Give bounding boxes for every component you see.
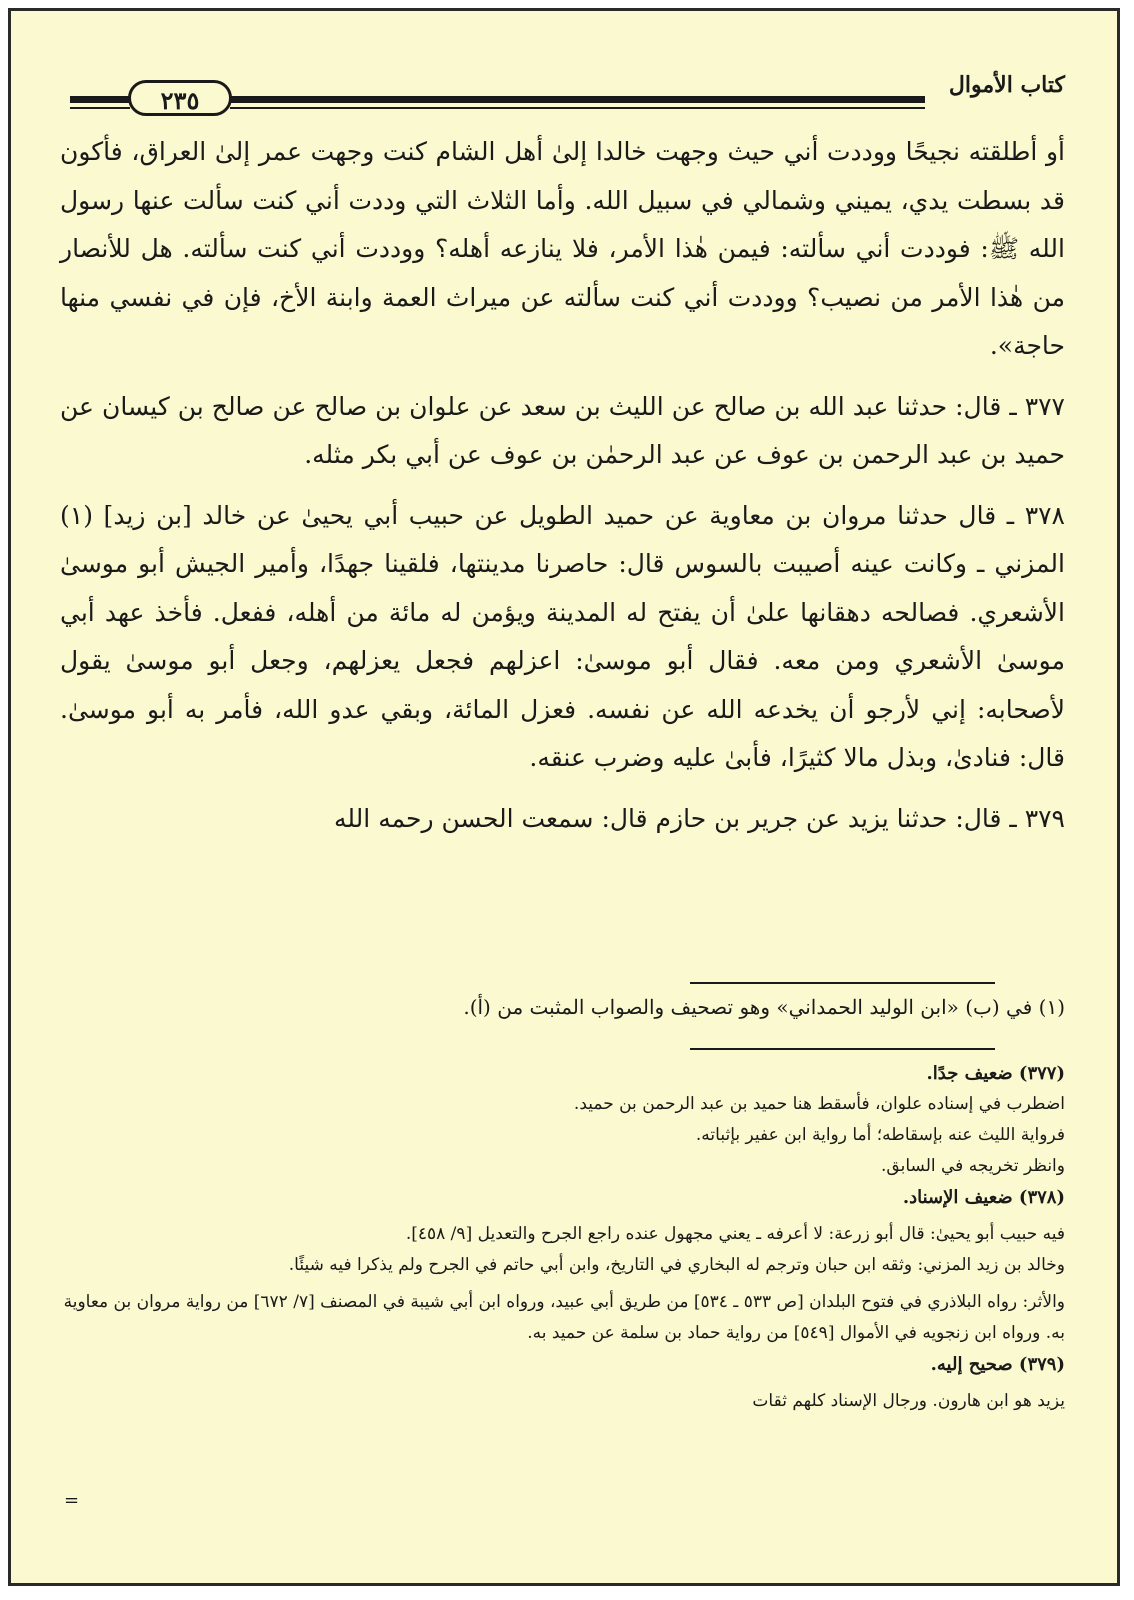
commentary-heading-377: (٣٧٧) ضعيف جدًا. <box>926 1063 1065 1084</box>
header-rule-left-thin <box>70 107 130 109</box>
continuation-marker: = <box>64 1490 80 1511</box>
page-number: ٢٣٥ <box>128 80 232 116</box>
commentary-line: وخالد بن زيد المزني: وثقه ابن حبان وترجم له البخاري في التاريخ، وابن أبي حاتم في الجرح ولم يذكرا فيه شيئًا. <box>288 1255 1065 1275</box>
paragraph-377: ٣٧٧ ـ قال: حدثنا عبد الله بن صالح عن الليث بن سعد عن علوان بن صالح عن صالح بن كيسان عن حميد بن عبد الرحمن بن عوف عن عبد الرحمٰن بن عوف عن أبي بكر مثله. <box>60 391 1065 469</box>
footnote-divider <box>690 982 995 984</box>
page-header <box>60 72 1065 116</box>
header-rule-left <box>70 96 130 103</box>
commentary-heading-378: (٣٧٨) ضعيف الإسناد. <box>902 1187 1065 1208</box>
commentary-line: وانظر تخريجه في السابق. <box>881 1156 1065 1176</box>
main-text <box>60 128 1065 843</box>
commentary-divider <box>690 1048 995 1050</box>
paragraph-379: ٣٧٩ ـ قال: حدثنا يزيد عن جرير بن حازم قال: سمعت الحسن رحمه الله <box>334 803 1065 833</box>
header-rule-right-thin <box>230 107 925 109</box>
commentary-line: فرواية الليث عنه بإسقاطه؛ أما رواية ابن عفير بإثباته. <box>695 1125 1065 1145</box>
footnote: (١) في (ب) «ابن الوليد الحمداني» وهو تصحيف والصواب المثبت من (أ). <box>463 995 1065 1019</box>
commentary-heading-379: (٣٧٩) صحيح إليه. <box>930 1354 1065 1375</box>
paragraph-378: ٣٧٨ ـ قال حدثنا مروان بن معاوية عن حميد الطويل عن حبيب أبي يحيىٰ عن خالد [بن زيد] (١) المزني ـ وكانت عينه أصيبت بالسوس قال: حاصرنا مدينتها، فلقينا جهدًا، وأمير الجيش أبو موسىٰ الأشعري. فصالحه دهقانها علىٰ أن يفتح له المدينة ويؤمن له مائة من أهله، ففعل. فأخذ عهد أبي موسىٰ الأشعري ومن معه. فقال أبو موسىٰ: اعزلهم فجعل يعزلهم، وجعل أبو موسىٰ يقول لأصحابه: إني لأرجو أن يخدعه الله عن نفسه. فعزل المائة، وبقي عدو الله، فأمر به أبو موسىٰ. قال: فنادىٰ، وبذل مالا كثيرًا، فأبىٰ عليه وضرب عنقه. <box>60 500 1065 772</box>
paragraph-continuation: أو أطلقته نجيحًا ووددت أني حيث وجهت خالدا إلىٰ أهل الشام كنت وجهت عمر إلىٰ العراق، فأكون قد بسطت يدي، يميني وشمالي في سبيل الله. وأما الثلاث التي وددت أني كنت سألت عنها رسول الله ﷺ: فوددت أني سألته: فيمن هٰذا الأمر، فلا ينازعه أهله؟ ووددت أني كنت سألته. هل للأنصار من هٰذا الأمر من نصيب؟ ووددت أني كنت سألته عن ميراث العمة وابنة الأخ، فإن في نفسي منها حاجة». <box>60 137 1065 360</box>
commentary-line: والأثر: رواه البلاذري في فتوح البلدان [ص ٥٣٣ ـ ٥٣٤] من طريق أبي عبيد، ورواه ابن أبي شيبة في المصنف [٧/ ٦٧٢] من رواية مروان بن معاوية به. ورواه ابن زنجويه في الأموال [٥٤٩] من رواية حماد بن سلمة عن حميد به. <box>63 1292 1065 1343</box>
header-rule-right <box>230 96 925 103</box>
book-title: كتاب الأموال <box>948 72 1065 98</box>
commentary-line: اضطرب في إسناده علوان، فأسقط هنا حميد بن عبد الرحمن بن حميد. <box>573 1094 1065 1114</box>
commentary-line: فيه حبيب أبو يحيىٰ: قال أبو زرعة: لا أعرفه ـ يعني مجهول عنده راجع الجرح والتعديل [٩/ ٤٥٨]. <box>405 1224 1065 1244</box>
commentary-line: يزيد هو ابن هارون. ورجال الإسناد كلهم ثقات <box>752 1391 1065 1411</box>
commentary <box>60 1058 1065 1417</box>
